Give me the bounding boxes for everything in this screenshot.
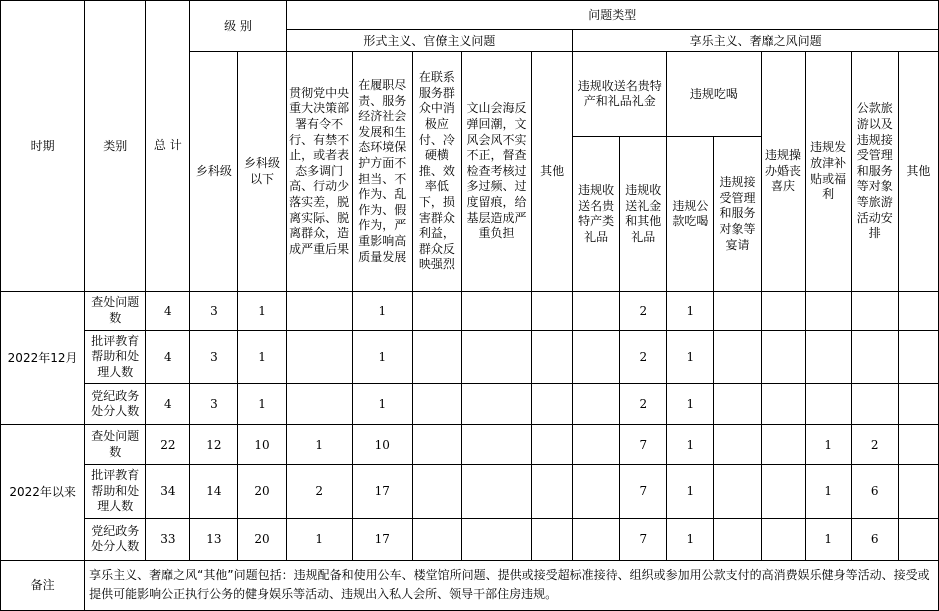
f1-cell [286, 291, 352, 330]
gift1-cell [573, 425, 620, 465]
township-cell: 3 [190, 384, 238, 425]
f3-cell [412, 384, 461, 425]
travel-cell [851, 331, 898, 384]
header-eat-group: 违规吃喝 [667, 52, 761, 137]
township-cell: 14 [190, 465, 238, 518]
header-eat1: 违规公款吃喝 [667, 137, 714, 292]
table-row [1, 518, 939, 560]
subsidy-cell [805, 384, 851, 425]
f2-cell: 17 [352, 465, 412, 518]
header-period: 时期 [1, 1, 85, 292]
eat1-cell: 1 [667, 465, 714, 518]
travel-cell [851, 291, 898, 330]
h-other-cell [898, 384, 938, 425]
period-cell: 2022年以来 [1, 425, 85, 560]
category-cell: 查处问题数 [85, 425, 146, 465]
eat2-cell [714, 425, 761, 465]
f-other-cell [532, 425, 573, 465]
gift1-cell [573, 465, 620, 518]
gift1-cell [573, 384, 620, 425]
subsidy-cell: 1 [805, 518, 851, 560]
gift2-cell: 7 [620, 518, 667, 560]
header-total: 总 计 [146, 1, 190, 292]
h-other-cell [898, 331, 938, 384]
f3-cell [412, 425, 461, 465]
header-below-township: 乡科级以下 [238, 52, 286, 292]
f-other-cell [532, 331, 573, 384]
below-cell: 1 [238, 331, 286, 384]
note-row [1, 560, 939, 610]
wedding-cell [761, 291, 805, 330]
gift2-cell: 2 [620, 331, 667, 384]
township-cell: 3 [190, 291, 238, 330]
header-category: 类别 [85, 1, 146, 292]
category-cell: 查处问题数 [85, 291, 146, 330]
category-cell: 批评教育帮助和处理人数 [85, 465, 146, 518]
total-cell: 4 [146, 291, 190, 330]
subsidy-cell: 1 [805, 425, 851, 465]
table-row [1, 384, 939, 425]
township-cell: 3 [190, 331, 238, 384]
total-cell: 4 [146, 331, 190, 384]
f1-cell: 1 [286, 425, 352, 465]
travel-cell [851, 384, 898, 425]
f3-cell [412, 331, 461, 384]
category-cell: 批评教育帮助和处理人数 [85, 331, 146, 384]
category-cell: 党纪政务处分人数 [85, 384, 146, 425]
f1-cell: 2 [286, 465, 352, 518]
below-cell: 10 [238, 425, 286, 465]
travel-cell: 6 [851, 518, 898, 560]
header-f1: 贯彻党中央重大决策部署有令不行、有禁不止，或者表态多调门高、行动少落实差，脱离实际、脱离群众，造成严重后果 [286, 52, 352, 292]
gift2-cell: 7 [620, 465, 667, 518]
total-cell: 4 [146, 384, 190, 425]
below-cell: 1 [238, 384, 286, 425]
f3-cell [412, 465, 461, 518]
header-level: 级 别 [190, 1, 286, 52]
table-row [1, 425, 939, 465]
subsidy-cell [805, 291, 851, 330]
h-other-cell [898, 425, 938, 465]
note-text: 享乐主义、奢靡之风“其他”问题包括：违规配备和使用公车、楼堂馆所问题、提供或接受超标准接待、组织或参加用公款支付的高消费娱乐健身等活动、接受或提供可能影响公正执行公务的健身娱乐等活动、违规出入私人会所、领导干部住房违规。 [85, 560, 939, 610]
header-wedding: 违规操办婚丧喜庆 [761, 52, 805, 292]
f4-cell [461, 331, 531, 384]
table-row [1, 291, 939, 330]
f1-cell [286, 331, 352, 384]
header-township: 乡科级 [190, 52, 238, 292]
header-f-other: 其他 [532, 52, 573, 292]
header-h-other: 其他 [898, 52, 938, 292]
category-cell: 党纪政务处分人数 [85, 518, 146, 560]
travel-cell: 6 [851, 465, 898, 518]
f4-cell [461, 465, 531, 518]
header-problem-type: 问题类型 [286, 1, 938, 30]
f-other-cell [532, 465, 573, 518]
f2-cell: 17 [352, 518, 412, 560]
h-other-cell [898, 291, 938, 330]
gift1-cell [573, 291, 620, 330]
table-row [1, 465, 939, 518]
eat1-cell: 1 [667, 425, 714, 465]
period-cell: 2022年12月 [1, 291, 85, 424]
header-f2: 在履职尽责、服务经济社会发展和生态环境保护方面不担当、不作为、乱作为、假作为，严重影响高质量发展 [352, 52, 412, 292]
subsidy-cell: 1 [805, 465, 851, 518]
eat2-cell [714, 465, 761, 518]
township-cell: 12 [190, 425, 238, 465]
gift1-cell [573, 331, 620, 384]
f-other-cell [532, 291, 573, 330]
h-other-cell [898, 465, 938, 518]
gift1-cell [573, 518, 620, 560]
below-cell: 20 [238, 465, 286, 518]
header-f3: 在联系服务群众中消极应付、冷硬横推、效率低下，损害群众利益，群众反映强烈 [412, 52, 461, 292]
eat1-cell: 1 [667, 331, 714, 384]
wedding-cell [761, 425, 805, 465]
header-hedonism-group: 享乐主义、奢靡之风问题 [573, 30, 939, 52]
f4-cell [461, 384, 531, 425]
f3-cell [412, 291, 461, 330]
f4-cell [461, 425, 531, 465]
eat1-cell: 1 [667, 518, 714, 560]
table-row [1, 331, 939, 384]
f4-cell [461, 291, 531, 330]
header-eat2: 违规接受管理和服务对象等宴请 [714, 137, 761, 292]
below-cell: 20 [238, 518, 286, 560]
eat2-cell [714, 331, 761, 384]
gift2-cell: 2 [620, 291, 667, 330]
f2-cell: 10 [352, 425, 412, 465]
eat1-cell: 1 [667, 384, 714, 425]
header-gift-group: 违规收送名贵特产和礼品礼金 [573, 52, 667, 137]
header-gift2: 违规收送礼金和其他礼品 [620, 137, 667, 292]
note-label: 备注 [1, 560, 85, 610]
header-f4: 文山会海反弹回潮，文风会风不实不正，督查检查考核过多过频、过度留痕，给基层造成严重负担 [461, 52, 531, 292]
f2-cell: 1 [352, 291, 412, 330]
travel-cell: 2 [851, 425, 898, 465]
eat2-cell [714, 384, 761, 425]
f-other-cell [532, 384, 573, 425]
f4-cell [461, 518, 531, 560]
gift2-cell: 7 [620, 425, 667, 465]
f3-cell [412, 518, 461, 560]
f1-cell: 1 [286, 518, 352, 560]
wedding-cell [761, 384, 805, 425]
header-formalism-group: 形式主义、官僚主义问题 [286, 30, 573, 52]
header-travel: 公款旅游以及违规接受管理和服务等对象等旅游活动安排 [851, 52, 898, 292]
header-subsidy: 违规发放津补贴或福利 [805, 52, 851, 292]
wedding-cell [761, 518, 805, 560]
total-cell: 33 [146, 518, 190, 560]
f2-cell: 1 [352, 331, 412, 384]
total-cell: 22 [146, 425, 190, 465]
eat2-cell [714, 291, 761, 330]
gift2-cell: 2 [620, 384, 667, 425]
f2-cell: 1 [352, 384, 412, 425]
h-other-cell [898, 518, 938, 560]
township-cell: 13 [190, 518, 238, 560]
f-other-cell [532, 518, 573, 560]
wedding-cell [761, 465, 805, 518]
total-cell: 34 [146, 465, 190, 518]
eat1-cell: 1 [667, 291, 714, 330]
header-gift1: 违规收送名贵特产类礼品 [573, 137, 620, 292]
below-cell: 1 [238, 291, 286, 330]
eat2-cell [714, 518, 761, 560]
f1-cell [286, 384, 352, 425]
wedding-cell [761, 331, 805, 384]
subsidy-cell [805, 331, 851, 384]
